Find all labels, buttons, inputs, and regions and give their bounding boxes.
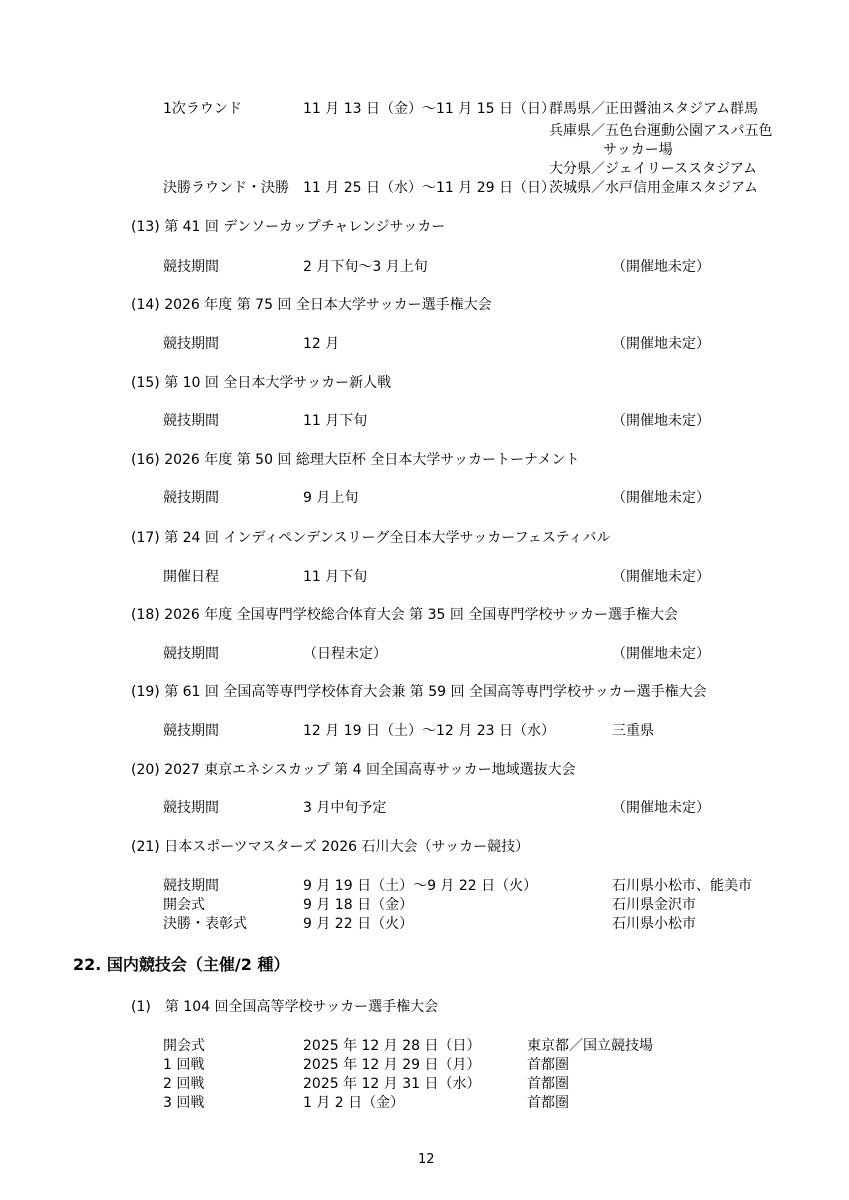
entry-venue: （開催地未定） [612,413,710,429]
entry-label: 2 回戦 [163,1076,205,1092]
entry-title: (17) 第 24 回 インディペンデンスリーグ全日本大学サッカーフェスティバル [131,530,611,546]
entry-title: (13) 第 41 回 デンソーカップチャレンジサッカー [131,219,446,235]
entry-date: 2025 年 12 月 29 日（月） [303,1057,481,1073]
entry-date: 12 月 [303,336,340,352]
entry-date: 2025 年 12 月 31 日（水） [303,1076,481,1092]
entry-venue: 石川県小松市、能美市 [612,878,752,894]
entry-date: 3 月中旬予定 [303,800,387,816]
final-date: 11 月 25 日（水）〜11 月 29 日（日） [303,180,555,196]
entry-label: 競技期間 [163,800,219,816]
entry-label: 競技期間 [163,413,219,429]
entry-date: （日程未定） [303,646,387,662]
round1-venue: 大分県／ジェイリーススタジアム [549,161,758,177]
entry-title: (16) 2026 年度 第 50 回 総理大臣杯 全日本大学サッカートーナメント [131,452,580,468]
round1-venue: 群馬県／正田醤油スタジアム群馬 [549,101,759,117]
entry-date: 2025 年 12 月 28 日（日） [303,1038,481,1054]
entry-date: 9 月 18 日（金） [303,897,414,913]
entry-label: 開会式 [163,897,205,913]
entry-date: 9 月 22 日（火） [303,916,414,932]
entry-venue: 首都圏 [527,1057,569,1073]
entry-venue: 三重県 [612,723,654,739]
entry-label: 1 回戦 [163,1057,205,1073]
entry-label: 競技期間 [163,336,219,352]
page-number: 12 [418,1152,435,1167]
entry-label: 競技期間 [163,723,219,739]
entry-venue: 首都圏 [527,1076,569,1092]
final-venue: 茨城県／水戸信用金庫スタジアム [549,180,759,196]
entry-venue: 首都圏 [527,1095,569,1111]
section-heading: 22. 国内競技会（主催/2 種） [73,955,290,974]
entry-title: (21) 日本スポーツマスターズ 2026 石川大会（サッカー競技） [131,839,530,855]
entry-venue: （開催地未定） [612,800,710,816]
entry-label: 競技期間 [163,490,219,506]
entry-venue: （開催地未定） [612,490,710,506]
entry-venue: 石川県小松市 [612,916,696,932]
entry-venue: 東京都／国立競技場 [527,1038,653,1054]
round1-venue: サッカー場 [603,142,673,158]
entry-title: (19) 第 61 回 全国高等専門学校体育大会兼 第 59 回 全国高等専門学校サッカー選手権大会 [131,684,707,700]
entry-title: (20) 2027 東京エネシスカップ 第 4 回全国高専サッカー地域選抜大会 [131,762,576,778]
entry-venue: （開催地未定） [612,646,710,662]
entry-title: (18) 2026 年度 全国専門学校総合体育大会 第 35 回 全国専門学校サッカー選手権大会 [131,607,679,623]
round1-label: 1次ラウンド [163,101,242,117]
entry-label: 決勝・表彰式 [163,916,247,932]
entry-title: (15) 第 10 回 全日本大学サッカー新人戦 [131,375,392,391]
entry-venue: 石川県金沢市 [612,897,696,913]
entry-date: 12 月 19 日（土）〜12 月 23 日（水） [303,723,555,739]
entry-label: 開会式 [163,1038,205,1054]
entry-date: 2 月下旬〜3 月上旬 [303,259,428,275]
entry-title: (14) 2026 年度 第 75 回 全日本大学サッカー選手権大会 [131,297,492,313]
entry-label: 3 回戦 [163,1095,205,1111]
entry-label: 開催日程 [163,569,219,585]
final-label: 決勝ラウンド・決勝 [163,180,289,196]
entry-title: (1) 第 104 回全国高等学校サッカー選手権大会 [131,999,439,1015]
round1-date: 11 月 13 日（金）〜11 月 15 日（日） [303,101,555,117]
entry-label: 競技期間 [163,878,219,894]
entry-venue: （開催地未定） [612,569,710,585]
entry-label: 競技期間 [163,259,219,275]
entry-date: 11 月下旬 [303,413,368,429]
entry-date: 9 月 19 日（土）〜9 月 22 日（火） [303,878,538,894]
entry-venue: （開催地未定） [612,336,710,352]
entry-date: 1 月 2 日（金） [303,1095,405,1111]
entry-label: 競技期間 [163,646,219,662]
round1-venue: 兵庫県／五色台運動公園アスパ五色 [549,123,773,139]
entry-date: 9 月上旬 [303,490,359,506]
entry-venue: （開催地未定） [612,259,710,275]
entry-date: 11 月下旬 [303,569,368,585]
